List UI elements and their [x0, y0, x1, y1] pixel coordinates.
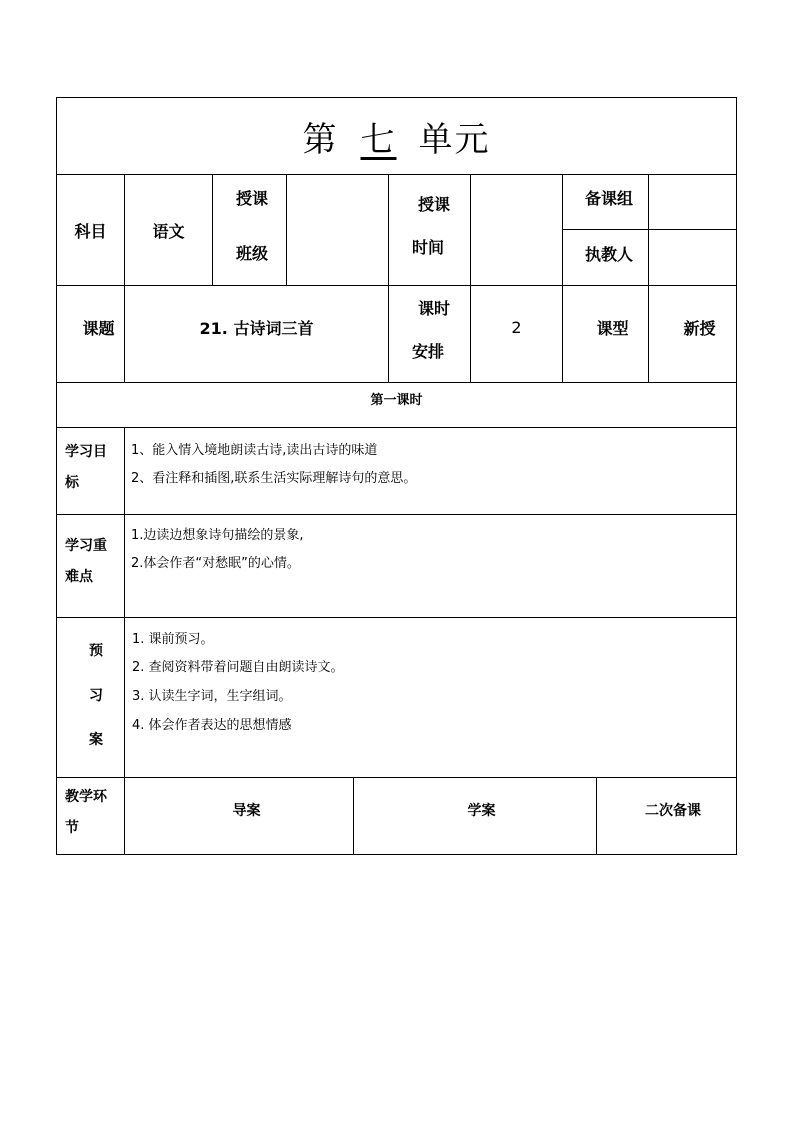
class-value-cell: [287, 175, 388, 285]
class-label-line2: 班级: [236, 244, 269, 263]
goal-item: 1、能入情入境地朗读古诗,读出古诗的味道: [131, 443, 378, 458]
keypoints-label-line2: 难点: [65, 569, 93, 585]
goal-item: 2、看注释和插图,联系生活实际理解诗句的意思。: [131, 471, 417, 486]
hours-label-line1: 课时: [418, 299, 451, 318]
title-prefix: 第: [302, 119, 339, 160]
type-value: 新授: [683, 319, 716, 338]
preview-item: 1. 课前预习。: [132, 632, 214, 647]
type-label: 课型: [596, 319, 629, 338]
goals-label-line1: 学习目: [65, 444, 107, 460]
goals-label-line2: 标: [65, 475, 79, 491]
preview-item: 4. 体会作者表达的思想情感: [132, 718, 292, 733]
lesson-header: 第一课时: [370, 392, 423, 408]
group-label: 备课组: [585, 189, 634, 208]
teaching-label-line2: 节: [65, 820, 79, 836]
class-label-line1: 授课: [236, 189, 269, 208]
teacher-label: 执教人: [585, 245, 634, 264]
teaching-label-line1: 教学环: [65, 789, 107, 805]
time-value-cell: [471, 175, 562, 285]
preview-item: 2. 查阅资料带着问题自由朗读诗文。: [132, 660, 344, 675]
topic-label: 课题: [82, 319, 115, 338]
hours-value: 2: [511, 318, 522, 337]
study-header: 学案: [467, 803, 496, 819]
unit-title: [57, 98, 736, 174]
preview-item: 3. 认读生字词，生字组词。: [132, 689, 292, 704]
preview-label-line3: 案: [89, 732, 103, 748]
keypoints-label-line1: 学习重: [65, 538, 107, 554]
time-label-line1: 授课: [418, 195, 451, 214]
hours-label-line2: 安排: [412, 342, 445, 361]
preview-label-line1: 预: [89, 643, 103, 659]
second-prep-header: 二次备课: [645, 803, 701, 819]
time-label-line2: 时间: [412, 238, 445, 257]
title-number: 七: [360, 119, 397, 160]
keypoint-item: 2.体会作者“对愁眠”的心情。: [131, 556, 300, 571]
preview-label-line2: 习: [89, 688, 103, 704]
topic-value: 21. 古诗词三首: [199, 319, 314, 338]
subject-label: 科目: [74, 221, 107, 241]
guide-header: 导案: [232, 803, 261, 819]
title-suffix: 单元: [418, 119, 491, 160]
keypoint-item: 1.边读边想象诗句描绘的景象,: [131, 528, 304, 543]
subject-value: 语文: [152, 221, 185, 241]
